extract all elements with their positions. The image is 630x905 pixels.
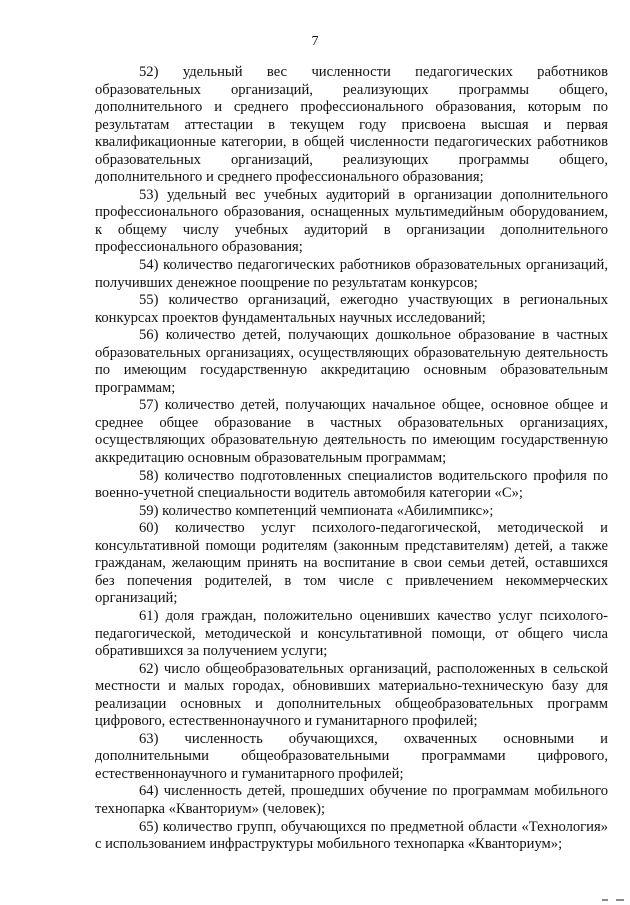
list-item-57: 57) количество детей, получающих начальное общее, основное общее и среднее общее образование в частных образовательных организациях, осуществляющих образовательную деятельность по имеющим государственную аккредитацию основным образовательным программам; [95, 397, 608, 467]
list-item-52: 52) удельный вес численности педагогических работников образовательных организаций, реализующих программы общего, дополнительного и среднего профессионального образования, которым по результатам аттестации в текущем году присвоена высшая и первая квалификационные категории, в общей численности педагогических работников образовательных организаций, реализующих программы общего, дополнительного и среднего профессионального образования; [95, 64, 608, 186]
list-item-58: 58) количество подготовленных специалистов водительского профиля по военно-учетной специальности водитель автомобиля категории «С»; [95, 467, 608, 502]
list-item-59: 59) количество компетенций чемпионата «Абилимпикс»; [139, 502, 494, 519]
list-item-61: 61) доля граждан, положительно оценивших качество услуг психолого-педагогической, методической и консультативной помощи, от общего числа обратившихся за получением услуги; [95, 607, 608, 660]
list-item-63: 63) численность обучающихся, охваченных основными и дополнительными общеобразовательными программами цифрового, естественнонаучного и гуманитарного профилей; [95, 730, 608, 782]
list-item-56: 56) количество детей, получающих дошкольное образование в частных образовательных организациях, осуществляющих образовательную деятельность по имеющим государственную аккредитацию основным образовательным программам; [95, 327, 608, 396]
list-item-65: 65) количество групп, обучающихся по предметной области «Технология» с использованием инфраструктуры мобильного технопарка «Кванториум»; [95, 818, 608, 853]
scan-edge-mark [616, 899, 624, 901]
list-item-55: 55) количество организаций, ежегодно участвующих в региональных конкурсах проектов фундаментальных научных исследований; [95, 292, 608, 326]
document-body [95, 64, 608, 854]
list-item-62: 62) число общеобразовательных организаций, расположенных в сельской местности и малых городах, обновивших материально-техническую базу для реализации основных и дополнительных общеобразовательных программ цифрового, естественнонаучного и гуманитарного профилей; [95, 660, 608, 730]
list-item-54: 54) количество педагогических работников образовательных организаций, получивших денежное поощрение по результатам конкурсов; [95, 257, 608, 291]
list-item-64: 64) численность детей, прошедших обучение по программам мобильного технопарка «Кванториум» (человек); [95, 783, 608, 817]
list-item-60: 60) количество услуг психолого-педагогической, методической и консультативной помощи родителям (законным представителям) детей, а также гражданам, желающим принять на воспитание в свои семьи детей, оставшихся без попечения родителей, в том числе с привлечением некоммерческих организаций; [95, 520, 608, 607]
scan-edge-mark [602, 899, 608, 901]
page-number: 7 [311, 34, 319, 49]
list-item-53: 53) удельный вес учебных аудиторий в организации дополнительного профессионального образования, оснащенных мультимедийным оборудованием, к общему числу учебных аудиторий в организации дополнительного профессионального образования; [95, 186, 608, 256]
